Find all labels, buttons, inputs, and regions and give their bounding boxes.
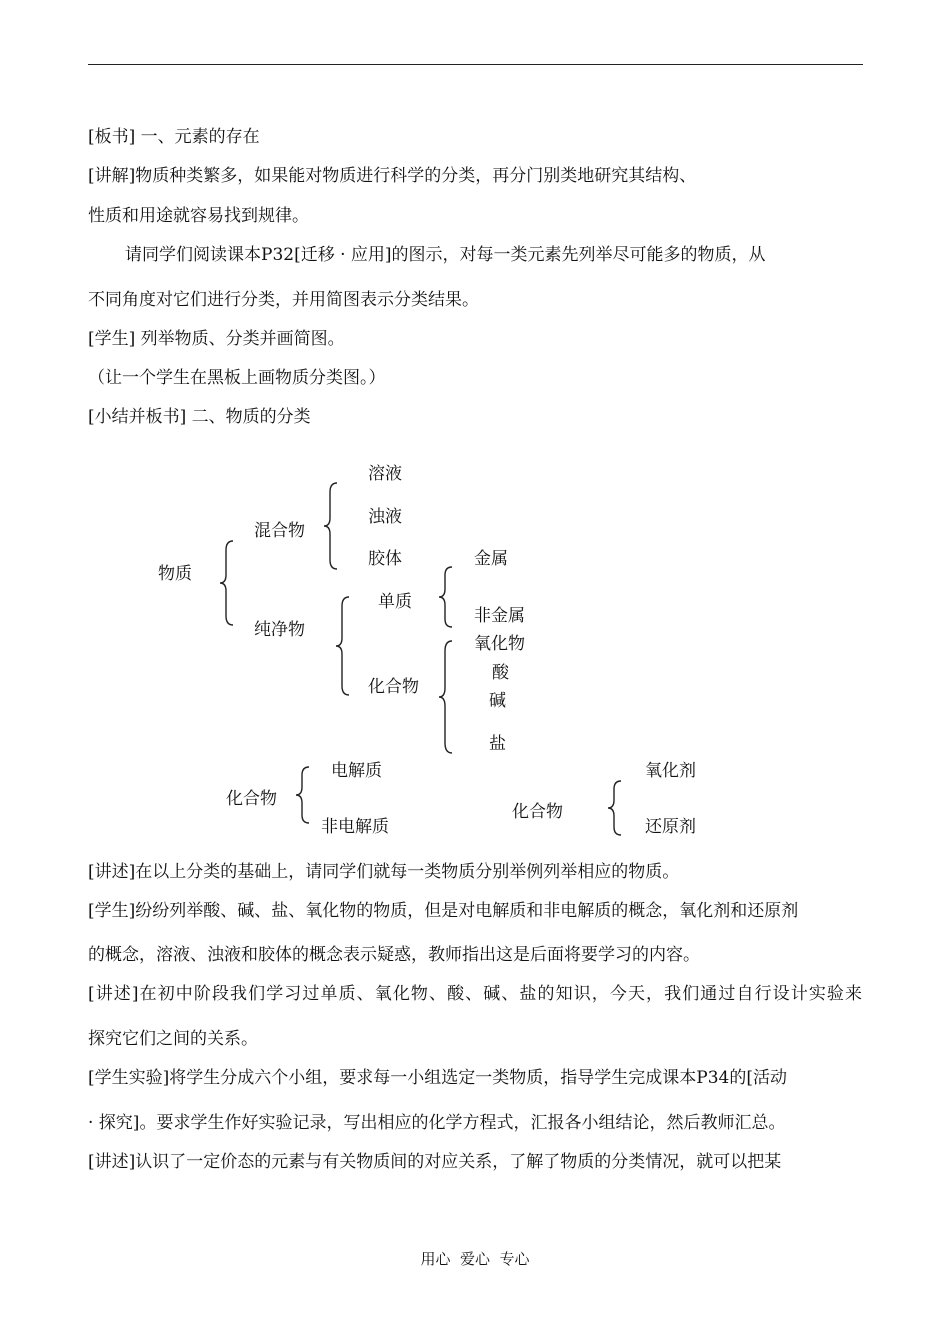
para-note: （让一个学生在黑板上画物质分类图。） xyxy=(88,368,386,388)
node-element: 单质 xyxy=(378,592,412,612)
node-oxidizer: 氧化剂 xyxy=(645,761,696,781)
node-metal: 金属 xyxy=(474,549,508,569)
node-matter: 物质 xyxy=(158,564,192,584)
node-solution: 溶液 xyxy=(368,464,402,484)
para-lecture-3: [讲述]在以上分类的基础上，请同学们就每一类物质分别举例列举相应的物质。 xyxy=(88,862,680,882)
para-summary: [小结并板书] 二、物质的分类 xyxy=(88,407,311,427)
node-colloid: 胶体 xyxy=(368,549,402,569)
para-lecture-5: 探究它们之间的关系。 xyxy=(88,1029,258,1049)
para-reading-1: 请同学们阅读课本P32[迁移 · 应用]的图示，对每一类元素先列举尽可能多的物质，从 xyxy=(125,245,766,265)
para-experiment-2: · 探究]。要求学生作好实验记录，写出相应的化学方程式，汇报各小组结论，然后教师汇总。 xyxy=(88,1113,786,1133)
header-rule xyxy=(88,64,863,65)
node-nonelectrolyte: 非电解质 xyxy=(321,817,389,837)
brace-compound xyxy=(437,640,457,754)
brace-pure xyxy=(334,596,354,696)
brace-redox xyxy=(606,780,626,836)
para-lecture-2: 性质和用途就容易找到规律。 xyxy=(88,206,309,226)
node-reducer: 还原剂 xyxy=(645,817,696,837)
node-pure: 纯净物 xyxy=(254,620,305,640)
para-board-1: [板书] 一、元素的存在 xyxy=(88,127,260,147)
node-electrolyte: 电解质 xyxy=(331,761,382,781)
node-acid: 酸 xyxy=(492,663,509,683)
brace-element xyxy=(437,566,457,628)
para-lecture-4: [讲述]在初中阶段我们学习过单质、氧化物、酸、碱、盐的知识，今天，我们通过自行设计实验来 xyxy=(88,984,864,1004)
para-student-3: 的概念，溶液、浊液和胶体的概念表示疑惑，教师指出这是后面将要学习的内容。 xyxy=(88,945,700,965)
para-lecture-6: [讲述]认识了一定价态的元素与有关物质间的对应关系，了解了物质的分类情况，就可以把某 xyxy=(88,1152,782,1172)
node-mixture: 混合物 xyxy=(254,521,305,541)
brace-matter xyxy=(218,540,238,626)
page-footer: 用心 爱心 专心 xyxy=(420,1250,530,1268)
node-nonmetal: 非金属 xyxy=(474,606,525,626)
para-student-2: [学生]纷纷列举酸、碱、盐、氧化物的物质，但是对电解质和非电解质的概念，氧化剂和还原剂 xyxy=(88,901,799,921)
node-oxide: 氧化物 xyxy=(474,634,525,654)
para-experiment-1: [学生实验]将学生分成六个小组，要求每一小组选定一类物质，指导学生完成课本P34的[活动 xyxy=(88,1068,787,1088)
para-lecture-1: [讲解]物质种类繁多，如果能对物质进行科学的分类，再分门别类地研究其结构、 xyxy=(88,166,697,186)
brace-electrolyte xyxy=(294,766,314,824)
para-reading-2: 不同角度对它们进行分类，并用简图表示分类结果。 xyxy=(88,290,479,310)
node-suspension: 浊液 xyxy=(368,507,402,527)
node-base: 碱 xyxy=(489,691,506,711)
node-compound-electrolyte: 化合物 xyxy=(226,789,277,809)
brace-mixture xyxy=(322,482,342,570)
node-compound: 化合物 xyxy=(368,677,419,697)
para-student-1: [学生] 列举物质、分类并画简图。 xyxy=(88,329,345,349)
node-compound-redox: 化合物 xyxy=(512,802,563,822)
node-salt: 盐 xyxy=(489,734,506,754)
